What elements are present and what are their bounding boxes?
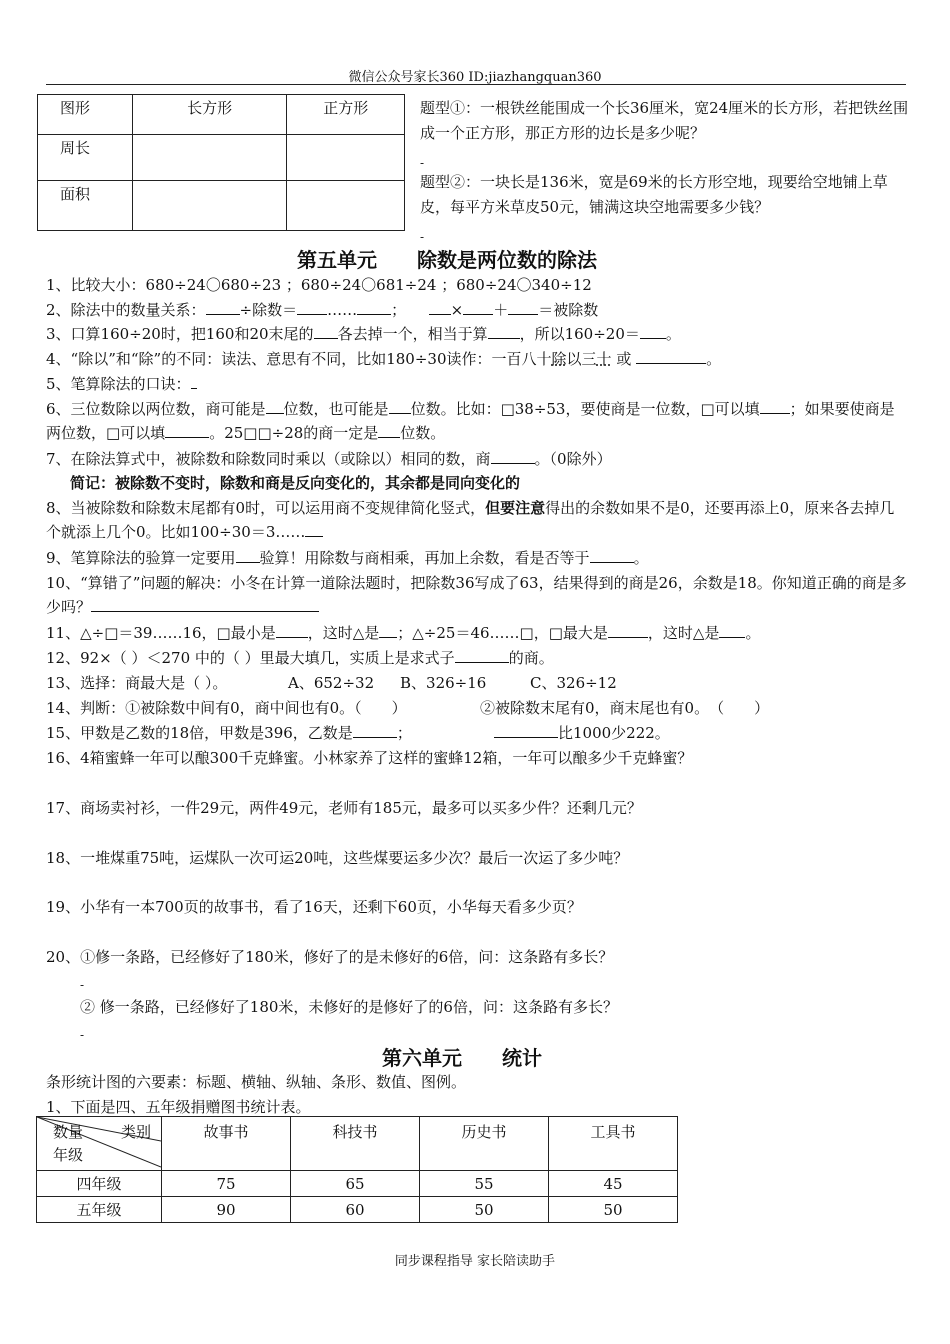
dash-mark: - — [420, 156, 425, 170]
blank[interactable] — [357, 300, 391, 315]
q11-text: 11、△÷□＝39……16，□最小是 — [46, 624, 276, 642]
table-cell: 50 — [549, 1197, 678, 1223]
table-cell: 45 — [549, 1171, 678, 1197]
blank[interactable] — [491, 449, 535, 464]
blank[interactable] — [389, 399, 411, 414]
question-6 — [46, 397, 908, 445]
column-header-tool-books: 工具书 — [549, 1117, 678, 1171]
q6-text: 。25□□÷28的商一定是 — [209, 424, 379, 442]
blank[interactable] — [206, 300, 240, 315]
q2-text: × — [450, 301, 464, 319]
q2-text: ＝被除数 — [538, 301, 599, 319]
question-13 — [46, 672, 636, 693]
page-footer: 同步课程指导 家长陪读助手 — [394, 1254, 556, 1269]
q6-text: 6、三位数除以两位数，商可能是 — [46, 400, 266, 418]
table-row — [37, 1197, 678, 1223]
question-7-note: 简记：被除数不变时，除数和商是反向变化的，其余都是同向变化的 — [70, 474, 521, 492]
q4-text: 十 — [596, 350, 612, 368]
blank[interactable] — [608, 623, 648, 638]
question-19: 19、小华有一本700页的故事书，看了16天，还剩下60页，小华每天看多少页？ — [46, 898, 582, 916]
corner-label-category: 类别 — [121, 1123, 152, 1141]
blank[interactable] — [378, 423, 400, 438]
q2-text: ； — [391, 301, 414, 319]
dash-mark: - — [80, 978, 85, 992]
q11-text: ，这时△是 — [647, 624, 720, 642]
q4-text: 除 — [551, 350, 567, 368]
shape-table-cell[interactable] — [287, 135, 405, 181]
q15-text: 15、甲数是乙数的18倍，甲数是396，乙数是 — [46, 724, 353, 742]
blank[interactable] — [719, 623, 745, 638]
question-18: 18、一堆煤重75吨，运煤队一次可运20吨，这些煤要运多少次？最后一次运了多少吨？ — [46, 849, 629, 867]
blank[interactable] — [455, 648, 509, 663]
blank[interactable] — [760, 399, 790, 414]
corner-label-quantity: 数量 — [53, 1123, 84, 1141]
question-9 — [46, 547, 649, 568]
q8-emphasis: 但要注意 — [485, 499, 546, 517]
q3-text: 。 — [665, 325, 681, 343]
book-donation-table — [36, 1116, 678, 1223]
q15-part-2 — [494, 722, 670, 743]
table-row — [37, 1171, 678, 1197]
column-header-history-books: 历史书 — [420, 1117, 549, 1171]
blank[interactable] — [276, 623, 308, 638]
q4-text: 4、“除以”和“除”的不同：读法、意思有不同，比如180÷30读作：一百八十 — [46, 350, 552, 368]
q12-text: 的商。 — [508, 649, 554, 667]
blank[interactable] — [191, 374, 197, 389]
q4-text: 以三 — [566, 350, 597, 368]
q14-statement-1: 14、判断：①被除数中间有0，商中间也有0。（ ） — [46, 699, 407, 717]
q13-option-a[interactable]: A、652÷32 — [288, 674, 375, 692]
stat-question-1: 1、下面是四、五年级捐赠图书统计表。 — [46, 1098, 311, 1116]
q2-text: ÷除数＝ — [239, 301, 298, 319]
table-cell: 65 — [291, 1171, 420, 1197]
q11-text: 。 — [745, 624, 761, 642]
q13-option-c[interactable]: C、326÷12 — [530, 674, 617, 692]
q13-option-b[interactable]: B、326÷16 — [400, 674, 487, 692]
blank[interactable] — [305, 522, 323, 537]
q9-text: 验算！用除数与商相乘，再加上余数，看是否等于 — [259, 549, 590, 567]
question-12 — [46, 647, 554, 668]
page-header: 微信公众号家长360 ID:jiazhangquan360 — [348, 70, 602, 85]
blank[interactable] — [314, 324, 338, 339]
table-cell: 75 — [162, 1171, 291, 1197]
shape-table-header-rectangle: 长方形 — [132, 95, 287, 135]
table-cell: 90 — [162, 1197, 291, 1223]
blank[interactable] — [463, 300, 493, 315]
unit6-title: 第六单元 统计 — [382, 1046, 542, 1070]
q15-text: ； — [396, 724, 412, 742]
q6-text: ；如果要使商是两位数，□可以填 — [46, 400, 895, 442]
blank[interactable] — [636, 349, 706, 364]
blank[interactable] — [640, 324, 666, 339]
column-header-story-books: 故事书 — [162, 1117, 291, 1171]
q4-text: 或 — [611, 350, 637, 368]
shape-table-cell[interactable] — [132, 181, 287, 231]
question-20-part-2: ② 修一条路，已经修好了180米，未修好的是修好了的6倍，问：这条路有多长？ — [80, 998, 618, 1016]
blank[interactable] — [91, 597, 319, 612]
stat-elements: 条形统计图的六要素：标题、横轴、纵轴、条形、数值、图例。 — [46, 1073, 467, 1091]
question-20-part-1: 20、①修一条路，已经修好了180米，修好了的是未修好的6倍，问：这条路有多长？ — [46, 948, 614, 966]
table-cell: 50 — [420, 1197, 549, 1223]
blank[interactable] — [165, 423, 209, 438]
question-10 — [46, 571, 908, 619]
q6-text: 位数。比如：□38÷53，要使商是一位数，□可以填 — [410, 400, 760, 418]
blank[interactable] — [488, 324, 520, 339]
q2-text: ＋ — [493, 301, 509, 319]
q15-text: 比1000少222。 — [558, 724, 670, 742]
q14-statement-2: ②被除数末尾有0，商末尾也有0。 （ ） — [480, 699, 770, 717]
corner-label-grade: 年级 — [53, 1146, 84, 1164]
q2-text: 2、除法中的数量关系： — [46, 301, 206, 319]
q9-text: 9、笔算除法的验算一定要用 — [46, 549, 236, 567]
header-rule — [46, 84, 906, 85]
question-2 — [46, 299, 598, 320]
blank[interactable] — [266, 399, 284, 414]
blank[interactable] — [297, 300, 327, 315]
q13-text: 13、选择：商最大是（ ）。 — [46, 674, 228, 692]
row-label-grade-5: 五年级 — [37, 1197, 162, 1223]
shape-table-header-shape: 图形 — [38, 95, 133, 135]
question-4 — [46, 348, 721, 369]
question-16: 16、4箱蜜蜂一年可以酿300千克蜂蜜。小林家养了这样的蜜蜂12箱，一年可以酿多少千克蜂蜜？ — [46, 749, 693, 767]
column-header-science-books: 科技书 — [291, 1117, 420, 1171]
question-5 — [46, 373, 197, 394]
question-type-2: 题型②：一块长是136米，宽是69米的长方形空地，现要给空地铺上草皮，每平方米草皮50元，铺满这块空地需要多少钱？ — [420, 173, 888, 216]
question-type-1: 题型①：一根铁丝能围成一个长36厘米，宽24厘米的长方形，若把铁丝围成一个正方形，那正方形的边长是多少呢？ — [420, 99, 909, 142]
question-1: 1、比较大小：680÷24〇680÷23 ；680÷24〇681÷24 ；680÷24〇340÷12 — [46, 276, 592, 294]
blank[interactable] — [508, 300, 538, 315]
question-15 — [46, 722, 686, 743]
q11-text: ，这时△是 — [307, 624, 380, 642]
question-8 — [46, 496, 908, 544]
q8-text: 得出的余数如果不是0，还要再添上0，原来各去掉几个就添上几个0。比如100÷30＝3…… — [46, 499, 895, 541]
blank[interactable] — [494, 723, 558, 738]
shape-table-row-area: 面积 — [38, 181, 133, 231]
blank[interactable] — [429, 300, 451, 315]
unit5-title: 第五单元 除数是两位数的除法 — [297, 248, 597, 272]
q8-text: 8、当被除数和除数末尾都有0时，可以运用商不变规律简化竖式， — [46, 499, 486, 517]
q10-text: 10、“算错了”问题的解决：小冬在计算一道除法题时，把除数36写成了63，结果得到的商是26，余数是18。你知道正确的商是多少吗？ — [46, 574, 907, 616]
table-cell: 55 — [420, 1171, 549, 1197]
blank[interactable] — [353, 723, 397, 738]
q9-text: 。 — [633, 549, 649, 567]
shape-table-header-square: 正方形 — [287, 95, 405, 135]
q4-text: 。 — [706, 350, 722, 368]
question-11 — [46, 622, 760, 643]
question-14 — [46, 697, 846, 718]
shape-table — [37, 94, 405, 231]
q5-text: 5、笔算除法的口诀： — [46, 375, 191, 393]
q12-text: 12、92×（ ）＜270 中的（ ）里最大填几，实质上是求式子 — [46, 649, 455, 667]
q3-text: 3、口算160÷20时，把160和20末尾的 — [46, 325, 314, 343]
q6-text: 位数，也可能是 — [283, 400, 389, 418]
question-7 — [46, 448, 612, 469]
question-17: 17、商场卖衬衫，一件29元，两件49元，老师有185元，最多可以买多少件？还剩几元？ — [46, 799, 642, 817]
table-cell: 60 — [291, 1197, 420, 1223]
dash-mark: - — [420, 230, 425, 244]
blank[interactable] — [236, 548, 260, 563]
q6-text: 位数。 — [400, 424, 446, 442]
shape-table-row-perimeter: 周长 — [38, 135, 133, 181]
q2-text: …… — [327, 301, 358, 319]
table-corner-cell — [37, 1117, 162, 1171]
q11-text: ；△÷25＝46……□，□最大是 — [397, 624, 608, 642]
q3-text: 各去掉一个，相当于算 — [337, 325, 488, 343]
q7-text: 7、在除法算式中，被除数和除数同时乘以（或除以）相同的数，商 — [46, 450, 491, 468]
shape-table-cell[interactable] — [287, 181, 405, 231]
row-label-grade-4: 四年级 — [37, 1171, 162, 1197]
question-3 — [46, 323, 681, 344]
blank[interactable] — [379, 623, 397, 638]
blank[interactable] — [590, 548, 634, 563]
shape-table-cell[interactable] — [132, 135, 287, 181]
dash-mark: - — [80, 1028, 85, 1042]
q3-text: ，所以160÷20＝ — [519, 325, 640, 343]
q7-text: 。（0除外） — [534, 450, 612, 468]
